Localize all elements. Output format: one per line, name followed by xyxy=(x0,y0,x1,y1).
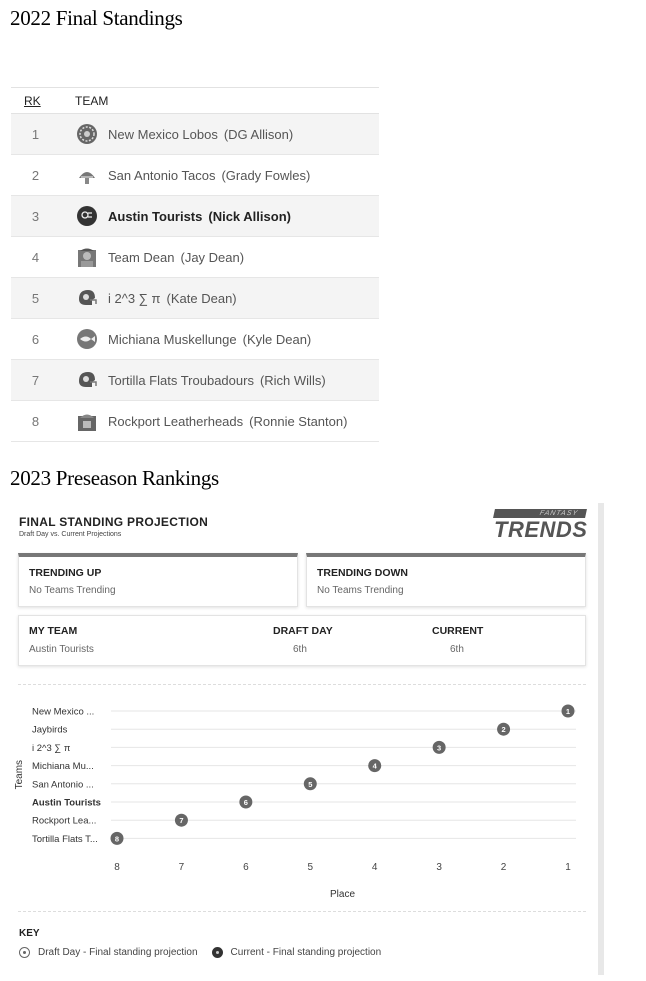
team-owner: (Jay Dean) xyxy=(180,249,245,265)
team-name[interactable]: San Antonio Tacos xyxy=(108,167,216,183)
portrait-logo-icon xyxy=(75,245,99,269)
fantasy-trends-logo xyxy=(494,509,586,543)
rank-cell: 5 xyxy=(31,290,40,306)
trending-down-label: TRENDING DOWN xyxy=(317,567,408,579)
trending-down-value: No Teams Trending xyxy=(317,585,404,596)
table-row[interactable] xyxy=(11,401,379,442)
x-axis-label: Place xyxy=(329,889,356,900)
team-name[interactable]: Michiana Muskellunge xyxy=(108,331,237,347)
standings-heading: 2022 Final Standings xyxy=(10,6,183,30)
panel-title: FINAL STANDING PROJECTION xyxy=(19,515,209,529)
current-value: 6th xyxy=(450,644,464,655)
team-owner: (Nick Allison) xyxy=(208,208,291,224)
table-header xyxy=(11,88,379,114)
projection-chart xyxy=(10,693,598,913)
team-axis-label: i 2^3 ∑ π xyxy=(32,742,71,754)
data-point-label: 1 xyxy=(565,707,571,716)
team-owner: (Kyle Dean) xyxy=(242,331,312,347)
draft-day-label: DRAFT DAY xyxy=(273,625,333,637)
table-row[interactable] xyxy=(11,319,379,360)
team-axis-label: Rockport Lea... xyxy=(32,815,97,827)
legend-draft-label: Draft Day - Final standing projection xyxy=(38,947,198,958)
helmet-logo-icon xyxy=(75,286,99,310)
helmet-logo-icon xyxy=(75,368,99,392)
table-row[interactable] xyxy=(11,114,379,155)
table-row[interactable] xyxy=(11,155,379,196)
standings-table xyxy=(11,87,379,442)
data-point-label: 6 xyxy=(243,798,248,807)
data-point-label: 7 xyxy=(179,816,184,826)
data-point-label: 8 xyxy=(114,834,120,844)
legend xyxy=(19,947,381,958)
team-axis-label: Michiana Mu... xyxy=(32,761,94,773)
team-axis-label: Jaybirds xyxy=(32,724,68,736)
my-team-card xyxy=(18,615,586,666)
rank-column-header[interactable]: RK xyxy=(24,93,41,108)
data-point-label: 2 xyxy=(501,725,506,735)
team-owner: (DG Allison) xyxy=(223,126,294,142)
my-team-value: Austin Tourists xyxy=(29,644,94,655)
data-point-label: 4 xyxy=(372,761,377,771)
team-name[interactable]: Tortilla Flats Troubadours xyxy=(108,372,254,388)
rank-cell: 2 xyxy=(31,167,40,183)
logo-band: FANTASY xyxy=(493,509,587,518)
table-row[interactable] xyxy=(11,237,379,278)
panel-subtitle: Draft Day vs. Current Projections xyxy=(19,531,122,538)
legend-current-label: Current - Final standing projection xyxy=(230,947,382,958)
team-name[interactable]: Rockport Leatherheads xyxy=(108,413,244,429)
key-title: KEY xyxy=(19,928,40,939)
team-owner: (Kate Dean) xyxy=(166,290,237,306)
x-tick-label: 8 xyxy=(114,862,120,873)
rank-cell: 8 xyxy=(31,413,40,429)
divider xyxy=(18,911,586,912)
team-axis-label: San Antonio ... xyxy=(32,779,94,791)
rank-cell: 3 xyxy=(31,208,40,224)
x-tick-label: 6 xyxy=(243,862,249,873)
team-name[interactable]: Austin Tourists xyxy=(108,208,203,224)
rank-cell: 4 xyxy=(31,249,40,265)
trending-up-value: No Teams Trending xyxy=(29,585,116,596)
rank-cell: 6 xyxy=(31,331,40,347)
x-tick-label: 2 xyxy=(500,862,507,873)
tourist-logo-icon xyxy=(75,204,99,228)
draft-day-legend-icon xyxy=(19,947,30,958)
table-row[interactable] xyxy=(11,196,379,237)
current-label: CURRENT xyxy=(432,625,484,637)
team-owner: (Grady Fowles) xyxy=(221,167,311,183)
my-team-label: MY TEAM xyxy=(29,625,78,637)
team-name[interactable]: i 2^3 ∑ π xyxy=(108,290,161,306)
table-row[interactable] xyxy=(11,278,379,319)
team-owner: (Rich Wills) xyxy=(259,372,326,388)
team-name[interactable]: Team Dean xyxy=(108,249,175,265)
divider xyxy=(18,684,586,685)
team-owner: (Ronnie Stanton) xyxy=(249,413,348,429)
rank-cell: 7 xyxy=(31,372,40,388)
trending-up-label: TRENDING UP xyxy=(29,567,102,579)
preseason-heading: 2023 Preseason Rankings xyxy=(10,466,219,490)
current-legend-icon xyxy=(212,947,223,958)
table-row[interactable] xyxy=(11,360,379,401)
projection-panel xyxy=(10,503,604,975)
x-tick-label: 4 xyxy=(371,862,378,873)
trending-up-card xyxy=(18,553,298,607)
fish-logo-icon xyxy=(75,327,99,351)
team-axis-label: Tortilla Flats T... xyxy=(32,833,98,845)
x-tick-label: 3 xyxy=(436,862,442,873)
data-point-label: 3 xyxy=(437,743,442,753)
leather-helmet-logo-icon xyxy=(75,409,99,433)
team-column-header: TEAM xyxy=(75,93,109,108)
draft-day-value: 6th xyxy=(293,644,307,655)
team-axis-label: Austin Tourists xyxy=(32,797,101,809)
logo-word: TRENDS xyxy=(494,517,588,542)
y-axis-label: Teams xyxy=(14,759,25,790)
team-name[interactable]: New Mexico Lobos xyxy=(108,126,218,142)
x-tick-label: 1 xyxy=(565,862,571,873)
data-point-label: 5 xyxy=(308,779,313,789)
rank-cell: 1 xyxy=(31,126,40,142)
wolf-logo-icon xyxy=(75,122,99,146)
team-axis-label: New Mexico ... xyxy=(32,706,95,718)
x-tick-label: 5 xyxy=(307,862,314,873)
trending-down-card xyxy=(306,553,586,607)
taco-logo-icon xyxy=(75,163,99,187)
x-tick-label: 7 xyxy=(178,862,185,873)
